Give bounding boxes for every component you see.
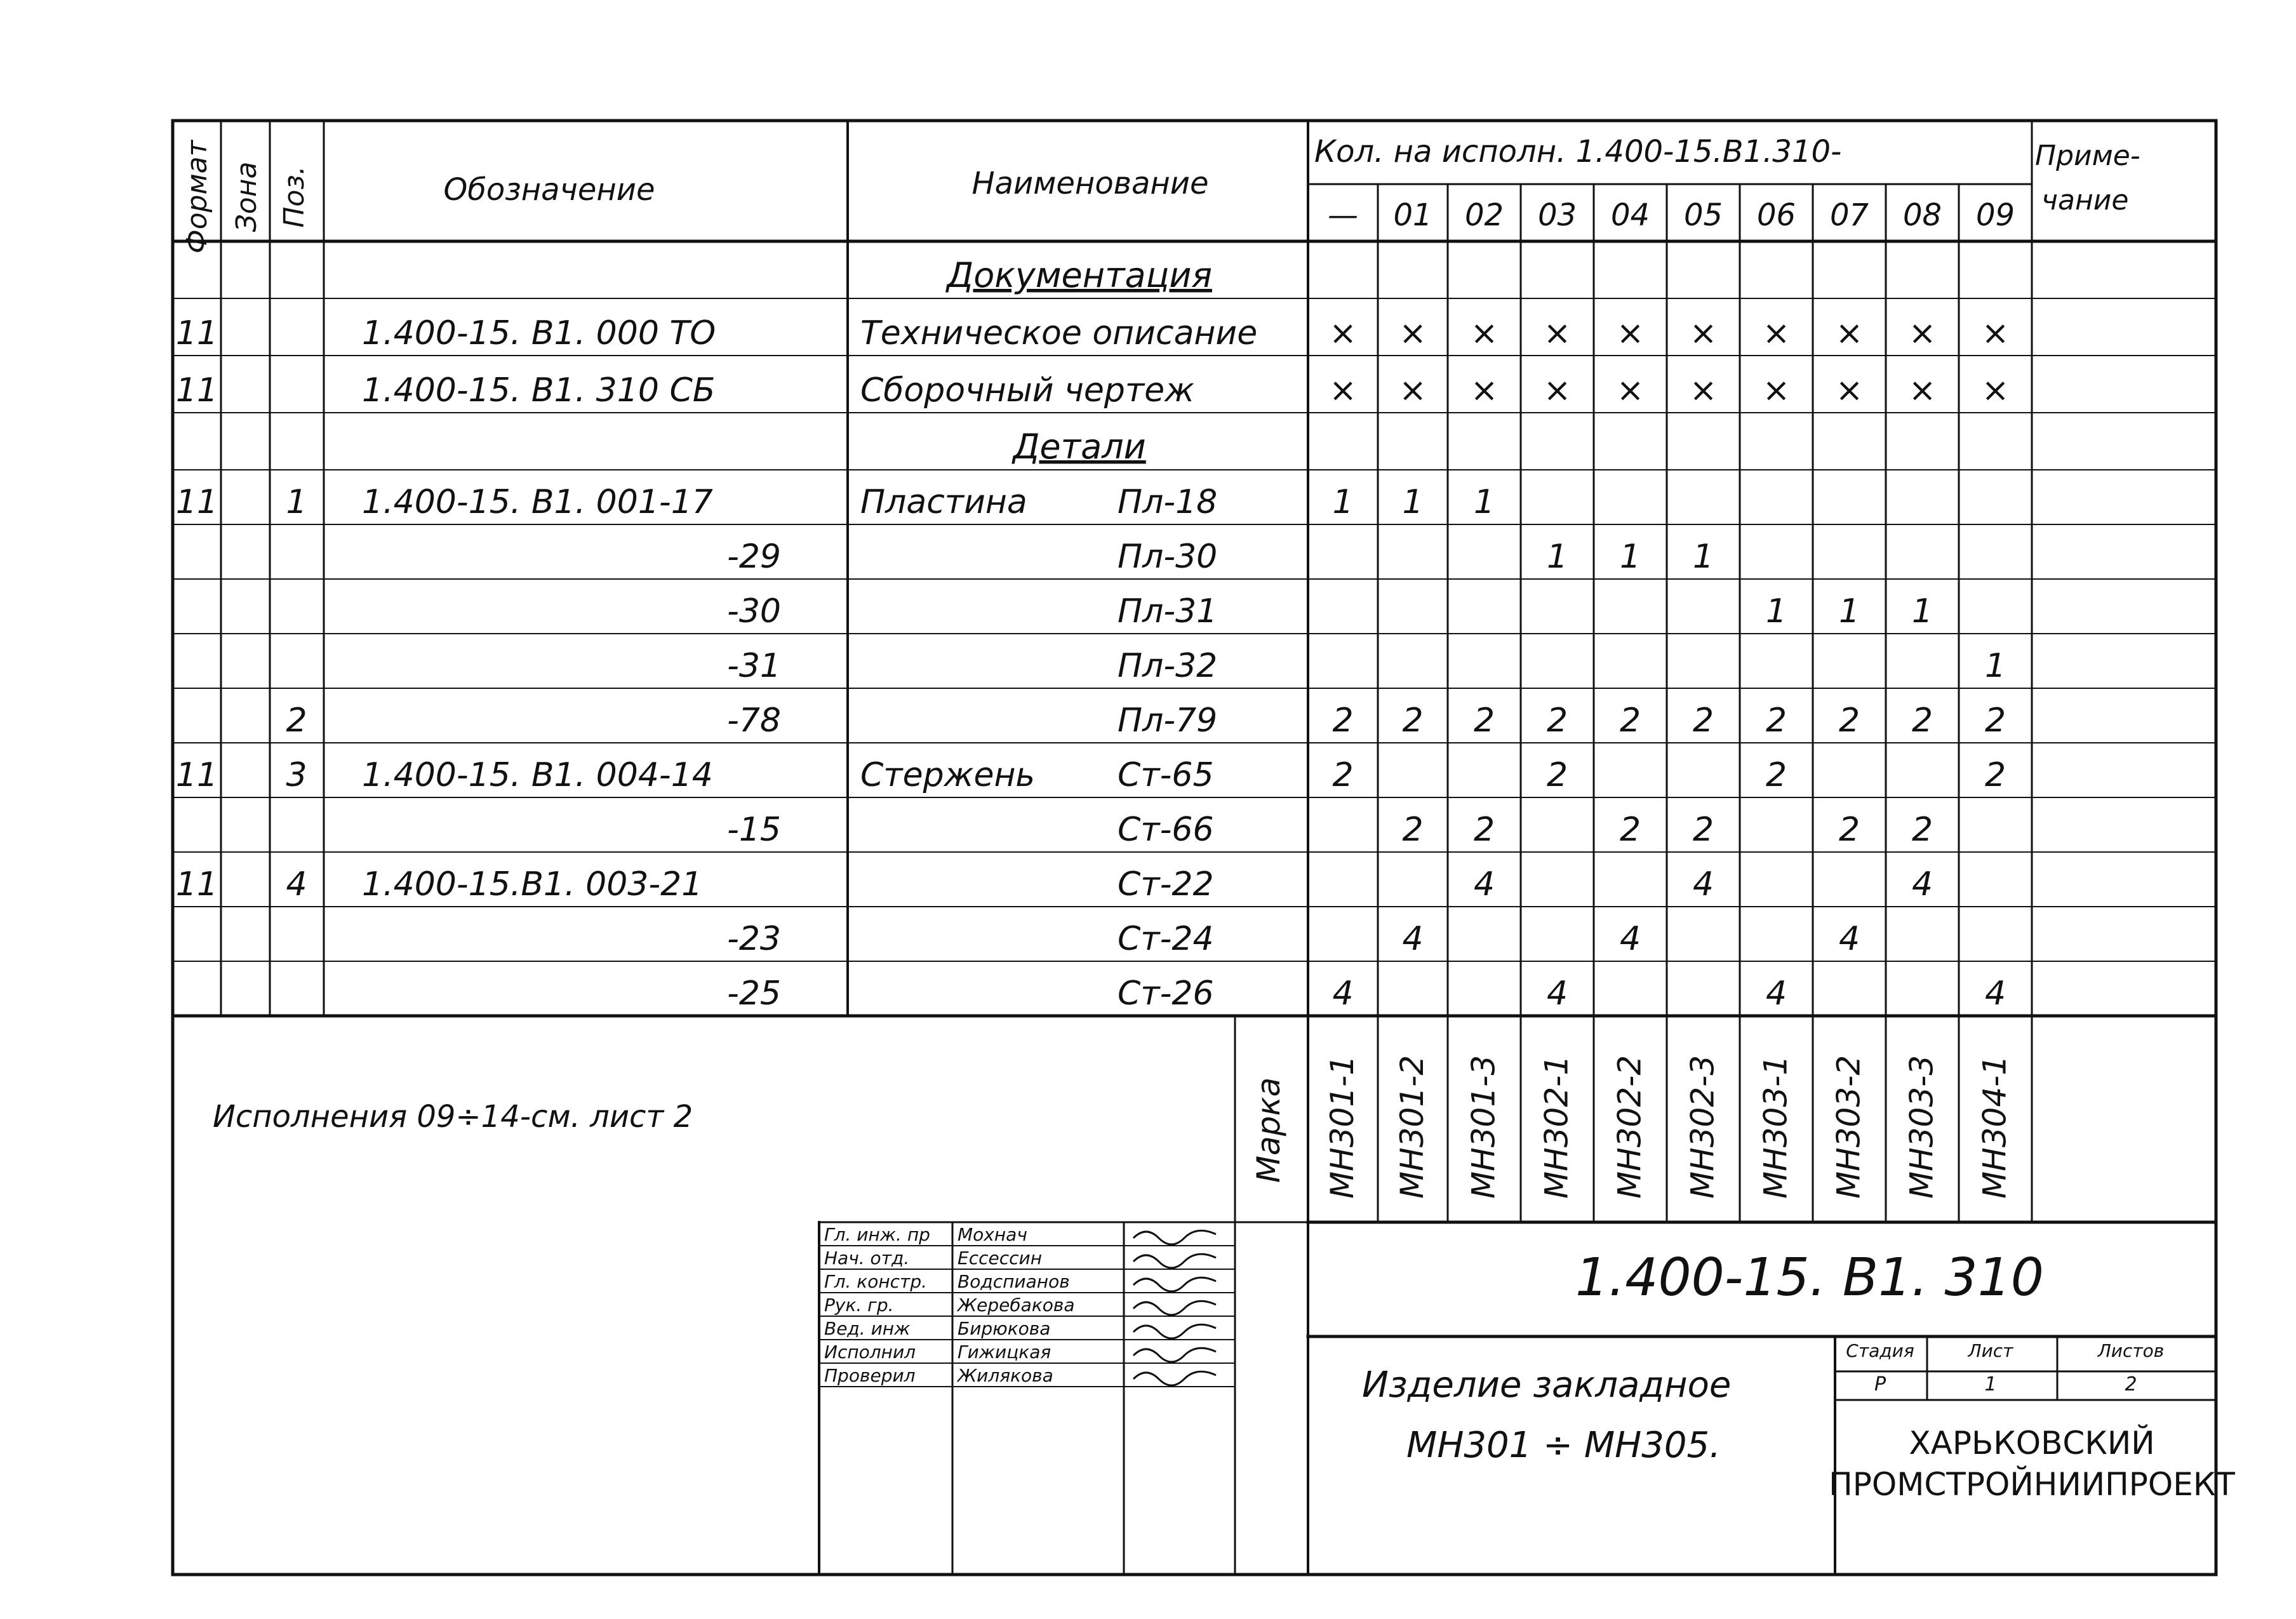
row-name: Техническое описание [860,314,1258,352]
row-designation: -23 [727,920,781,958]
row-qty: 4 [1332,975,1354,1013]
row-qty: 2 [1692,702,1714,740]
row-qty: 1 [1619,538,1641,576]
row-qty: 2 [1402,702,1424,740]
signature-role: Исполнил [824,1342,916,1362]
row-pos: 1 [286,483,307,521]
row-designation: -31 [727,647,781,685]
document-code: 1.400-15. В1. 310 [1575,1248,2044,1308]
row-qty: × [1981,371,2010,410]
sheet-value: 1 [1984,1373,1997,1396]
variant-header: 01 [1393,197,1432,233]
signature-role: Гл. инж. пр [824,1224,930,1245]
mark-label: МН303-1 [1757,1055,1794,1199]
product-title-line1: Изделие закладное [1362,1364,1732,1406]
mark-label: МН303-2 [1830,1055,1867,1199]
org-name-line2: ПРОМСТРОЙНИИПРОЕКТ [1829,1466,2235,1503]
row-qty: 2 [1838,702,1860,740]
row-qty: × [1908,314,1937,352]
row-code: Ст-22 [1118,865,1214,903]
row-code: Ст-65 [1118,756,1214,794]
section-title: Детали [1013,427,1146,467]
row-qty: 4 [1765,975,1787,1013]
row-qty: × [1835,371,1864,410]
row-designation: 1.400-15. В1. 000 ТО [362,314,716,352]
row-qty: 2 [1984,756,2006,794]
signature-role: Проверил [824,1365,916,1386]
row-designation: 1.400-15. В1. 001-17 [362,483,713,521]
marks-row [1250,1055,2013,1199]
variant-header: 07 [1829,197,1869,233]
header-qty: Кол. на исполн. 1.400-15.В1.310- [1314,134,1842,170]
row-qty: × [1399,371,1427,410]
row-format: 11 [175,483,218,521]
row-designation: -78 [727,702,781,740]
row-qty: 1 [1402,483,1424,521]
stage-label: Стадия [1846,1340,1914,1361]
variant-header: 08 [1902,197,1942,233]
signature-name: Гижицкая [958,1342,1051,1362]
mark-label: МН302-1 [1538,1055,1575,1199]
row-designation: 1.400-15.В1. 003-21 [362,865,703,903]
mark-label: МН302-3 [1684,1055,1721,1199]
row-qty: 1 [1911,592,1933,630]
row-qty: × [1835,314,1864,352]
mark-label: МН304-1 [1976,1055,2013,1199]
row-qty: 2 [1546,756,1568,794]
row-qty: × [1329,314,1357,352]
signature-scribble [1133,1254,1216,1268]
row-code: Пл-30 [1118,538,1218,576]
row-qty: 1 [1692,538,1714,576]
row-qty: 4 [1838,920,1860,958]
mark-label: МН301-1 [1324,1055,1361,1199]
row-qty: 4 [1473,865,1495,903]
row-qty: × [1762,371,1791,410]
row-code: Ст-24 [1118,920,1214,958]
signature-table [824,1224,1216,1386]
row-qty: 2 [1838,811,1860,849]
row-format: 11 [175,314,218,352]
row-name: Стержень [860,756,1036,794]
signature-name: Жеребакова [958,1295,1075,1316]
variant-header: — [1328,197,1358,233]
row-qty: × [1543,371,1572,410]
sheet-label: Лист [1968,1340,2013,1361]
row-qty: × [1616,314,1645,352]
row-qty: × [1470,314,1498,352]
row-designation: -30 [727,592,781,630]
sheets-value: 2 [2125,1373,2137,1396]
header-format: Формат [181,140,213,254]
row-name: Пластина [860,483,1027,521]
header-pos: Поз. [278,166,310,228]
mark-label: МН301-2 [1394,1055,1431,1199]
row-qty: × [1908,371,1937,410]
row-format: 11 [175,865,218,903]
section-title: Документация [947,255,1212,295]
row-code: Ст-66 [1118,811,1214,849]
row-qty: 2 [1473,811,1495,849]
signature-role: Нач. отд. [824,1248,910,1269]
variant-header: 06 [1756,197,1796,233]
signature-scribble [1133,1277,1216,1291]
row-qty: 2 [1984,702,2006,740]
row-qty: × [1689,314,1718,352]
header-note-line2: чание [2041,184,2129,217]
header-designation: Обозначение [443,172,655,208]
row-qty: 4 [1984,975,2006,1013]
row-designation: 1.400-15. В1. 310 СБ [362,371,716,410]
row-qty: 1 [1332,483,1354,521]
row-code: Ст-26 [1118,975,1214,1013]
mark-label: МН302-2 [1611,1055,1648,1199]
row-qty: 2 [1765,756,1787,794]
row-qty: 2 [1402,811,1424,849]
row-qty: 4 [1546,975,1568,1013]
signature-scribble [1133,1348,1216,1362]
row-qty: 2 [1619,811,1641,849]
row-qty: 2 [1911,811,1933,849]
row-qty: × [1399,314,1427,352]
row-code: Пл-18 [1118,483,1218,521]
signature-scribble [1133,1301,1216,1315]
marka-label: Марка [1250,1077,1287,1183]
row-format: 11 [175,371,218,410]
signature-name: Ессессин [958,1248,1042,1269]
variant-header: 05 [1683,197,1723,233]
row-qty: 4 [1402,920,1424,958]
row-code: Пл-79 [1118,702,1218,740]
row-qty: 4 [1692,865,1714,903]
row-qty: × [1329,371,1357,410]
row-qty: × [1616,371,1645,410]
row-qty: 2 [1546,702,1568,740]
stage-value: Р [1874,1373,1886,1396]
signature-scribble [1133,1324,1216,1338]
header-note-line1: Приме- [2035,140,2140,172]
variant-header: 02 [1464,197,1504,233]
row-qty: 1 [1838,592,1860,630]
row-qty: 2 [1332,702,1354,740]
header-zone: Зона [230,161,263,232]
row-qty: × [1689,371,1718,410]
row-designation: -29 [727,538,781,576]
row-qty: 4 [1911,865,1933,903]
signature-scribble [1133,1230,1216,1244]
sheets-label: Листов [2097,1340,2165,1361]
signature-scribble [1133,1371,1216,1385]
row-qty: × [1470,371,1498,410]
row-qty: 2 [1619,702,1641,740]
variant-header: 09 [1975,197,2015,233]
mark-label: МН303-3 [1903,1055,1940,1199]
org-name-line1: ХАРЬКОВСКИЙ [1909,1425,2155,1462]
row-pos: 4 [286,865,307,903]
row-qty: × [1981,314,2010,352]
row-code: Пл-31 [1118,592,1218,630]
mark-label: МН301-3 [1465,1055,1502,1199]
row-qty: × [1543,314,1572,352]
variants-note: Исполнения 09÷14-см. лист 2 [213,1099,693,1135]
row-name: Сборочный чертеж [860,371,1194,410]
variant-header: 03 [1537,197,1577,233]
signature-name: Водспианов [958,1271,1070,1292]
row-qty: 1 [1473,483,1495,521]
row-designation: -15 [727,811,781,849]
signature-role: Рук. гр. [824,1295,894,1316]
row-qty: 2 [1473,702,1495,740]
signature-name: Бирюкова [958,1318,1051,1339]
variant-header: 04 [1610,197,1650,233]
signature-role: Вед. инж [824,1318,911,1339]
row-qty: 1 [1765,592,1787,630]
row-qty: 1 [1984,647,2006,685]
signature-name: Жиляковa [958,1365,1053,1386]
row-designation: -25 [727,975,781,1013]
row-qty: 2 [1911,702,1933,740]
row-qty: 2 [1765,702,1787,740]
row-qty: 1 [1546,538,1568,576]
product-title-line2: МН301 ÷ МН305. [1406,1425,1721,1466]
row-qty: × [1762,314,1791,352]
row-pos: 2 [286,702,307,740]
row-pos: 3 [286,756,307,794]
row-designation: 1.400-15. В1. 004-14 [362,756,713,794]
row-qty: 4 [1619,920,1641,958]
signature-name: Мохнач [958,1224,1027,1245]
row-qty: 2 [1692,811,1714,849]
signature-role: Гл. констр. [824,1271,928,1292]
header-name: Наименование [971,166,1209,201]
row-qty: 2 [1332,756,1354,794]
table-header [181,134,2140,253]
row-code: Пл-32 [1118,647,1218,685]
row-format: 11 [175,756,218,794]
variant-headers [1328,197,2015,233]
